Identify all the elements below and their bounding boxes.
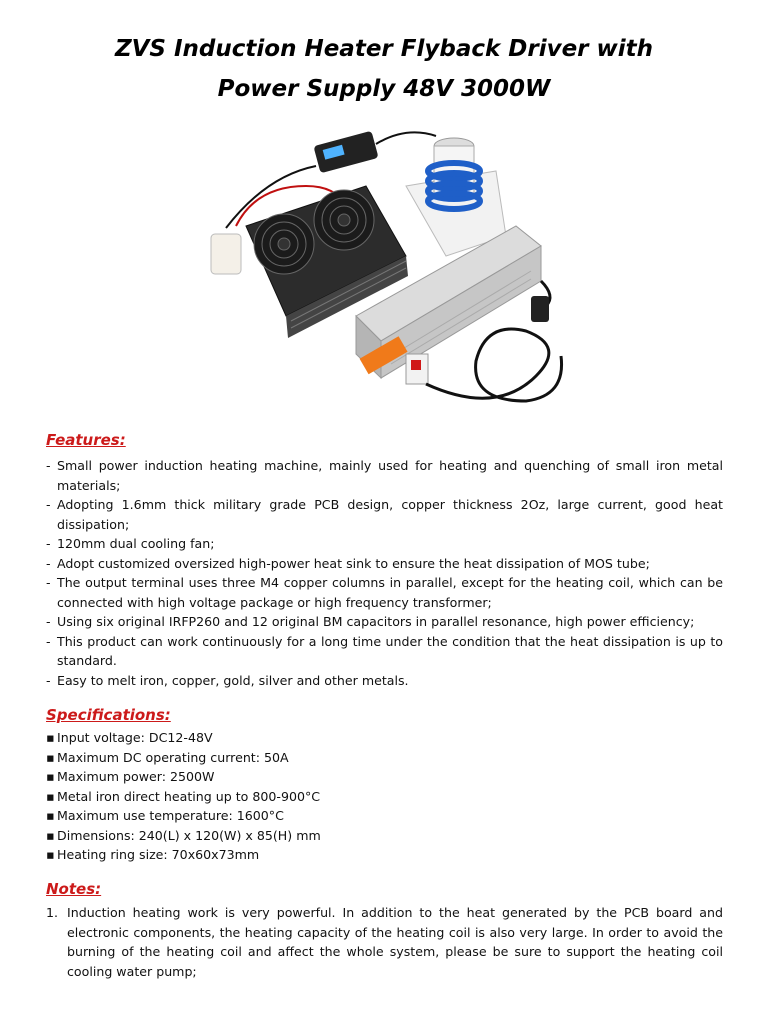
- list-item: ▪ Maximum DC operating current: 50A: [46, 749, 289, 765]
- list-item: ▪ Heating ring size: 70x60x73mm: [46, 847, 260, 862]
- list-item: ▪ Dimensions: 240(L) x 120(W) x 85(H) mm: [46, 827, 321, 843]
- list-item: ▪ Input voltage: DC12-48V: [46, 730, 213, 745]
- list-item: - This product can work continuously for a long time under the condition that the heat dissipation is up to standard.: [46, 633, 723, 668]
- list-item: ▪ Metal iron direct heating up to 800-900°C: [46, 788, 321, 804]
- specifications-list: [46, 728, 723, 865]
- list-item: ▪ Maximum power: 2500W: [46, 769, 215, 784]
- list-item: - 120mm dual cooling fan;: [46, 536, 215, 551]
- notes-list: [46, 903, 723, 981]
- list-item: ▪ Maximum use temperature: 1600°C: [46, 808, 284, 823]
- document-title-line-2: Power Supply 48V 3000W: [217, 76, 551, 102]
- document-title-line-1: ZVS Induction Heater Flyback Driver with: [114, 36, 654, 62]
- specifications-heading: Specifications:: [46, 706, 171, 724]
- list-item: - Small power induction heating machine, mainly used for heating and quenching of small iron metal materials;: [46, 458, 723, 493]
- list-item: - Using six original IRFP260 and 12 original BM capacitors in parallel resonance, high power efficiency;: [46, 614, 695, 629]
- features-heading: Features:: [46, 431, 126, 449]
- list-item: - Easy to melt iron, copper, gold, silver and other metals.: [46, 672, 409, 688]
- list-item: - Adopt customized oversized high-power heat sink to ensure the heat dissipation of MOS tube;: [46, 555, 650, 571]
- list-item: - The output terminal uses three M4 copper columns in parallel, except for the heating coil, which can be connected with high voltage package or high frequency transformer;: [46, 575, 723, 610]
- notes-heading: Notes:: [46, 880, 102, 898]
- product-photo: [196, 116, 580, 416]
- list-item: - Adopting 1.6mm thick military grade PCB design, copper thickness 2Oz, large current, good heat dissipation;: [46, 497, 723, 532]
- list-item: 1. Induction heating work is very powerful. In addition to the heat generated by the PCB board and electronic components, the heating capacity of the heating coil is also very large. In order to avoid the burning of the heating coil and affect the whole system, please be sure to support the heating coil cooling water pump;: [46, 905, 723, 979]
- features-list: [46, 456, 723, 690]
